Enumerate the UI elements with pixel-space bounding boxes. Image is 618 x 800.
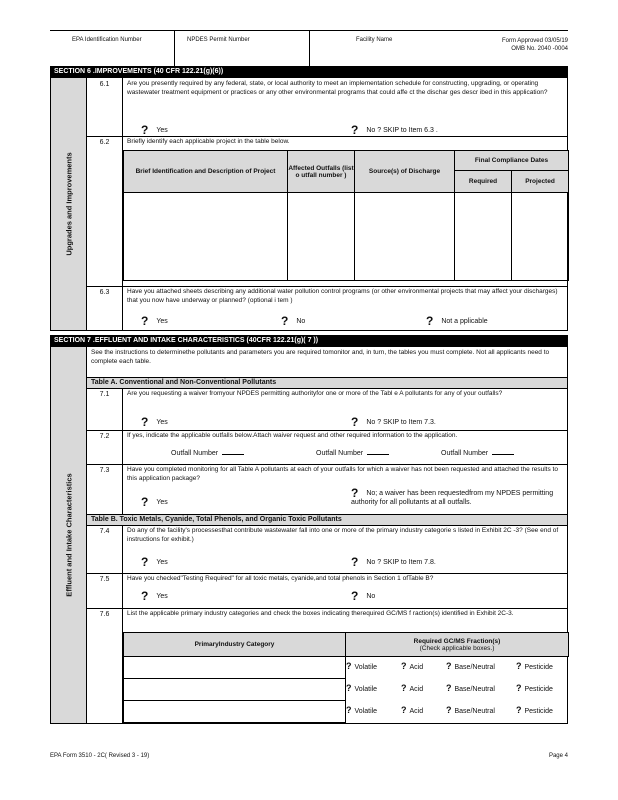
q62-text: Briefly identify each applicable project in the table below. (127, 138, 290, 145)
category-cell-1[interactable] (124, 657, 346, 679)
q76-text: List the applicable primary industry categories and check the boxes indicating therequired GC/MS f raction(s) identified in Exhibit 2C-3. (127, 610, 514, 617)
q74-yes-label: Yes (156, 559, 168, 566)
section7-title: SECTION 7 .EFFLUENT AND INTAKE CHARACTERISTICS (40CFR 122.21(g)( 7 )) (50, 335, 568, 347)
q73-yes-option[interactable]: ? Yes (141, 495, 168, 509)
checkbox-pesticide[interactable]: ? Pesticide (516, 683, 553, 693)
q61-no-label: No ? SKIP to Item 6.3 . (366, 127, 438, 134)
col-sources: Source(s) of Discharge (355, 151, 455, 193)
q75-yes-option[interactable]: ? Yes (141, 589, 168, 603)
q72-row (123, 430, 567, 443)
q71-no-label: No ? SKIP to Item 7.3. (366, 419, 436, 426)
q75-text: Have you checked"Testing Required" for all toxic metals, cyanide,and total phenols in Section 1 ofTable B? (127, 575, 434, 582)
q63-yes-label: Yes (156, 318, 168, 325)
cell-required[interactable] (455, 193, 512, 281)
q74-row (123, 525, 567, 546)
cell-outfalls[interactable] (288, 193, 355, 281)
acid-label: Acid (409, 708, 424, 715)
epa-id-field[interactable] (50, 31, 175, 66)
pesticide-label: Pesticide (524, 686, 553, 693)
q63-yes-option[interactable]: ? Yes (141, 314, 168, 328)
checkbox-volatile[interactable]: ? Volatile (346, 705, 378, 715)
pesticide-label: Pesticide (524, 708, 553, 715)
col-compliance-dates: Final Compliance Dates (455, 151, 569, 171)
col-projected: Projected (512, 171, 569, 193)
pesticide-label: Pesticide (524, 664, 553, 671)
base-neutral-label: Base/Neutral (454, 664, 495, 671)
acid-label: Acid (409, 664, 424, 671)
checkbox-pesticide[interactable]: ? Pesticide (516, 705, 553, 715)
omb-info (470, 31, 568, 66)
q61-yes-label: Yes (156, 127, 168, 134)
base-neutral-label: Base/Neutral (454, 686, 495, 693)
form-header (50, 30, 568, 65)
outfall-label-1: Outfall Number (171, 450, 219, 457)
q63-na-option[interactable]: ? Not a pplicable (426, 314, 488, 328)
tableA-title: Table A. Conventional and Non-Conventional Pollutants (87, 377, 567, 388)
q74-yes-option[interactable]: ? Yes (141, 555, 168, 569)
acid-label: Acid (409, 686, 424, 693)
q73-number: 7.3 (87, 464, 123, 514)
q76-number: 7.6 (87, 608, 123, 724)
section6-frame (50, 78, 568, 331)
q75-no-option[interactable]: ? No (351, 589, 376, 603)
q74-text: Do any of the facility's processesthat contribute wastewater fall into one or more of the primary industry categorie s listed in Exhibit 2C -3? (See end of instructions for exhibit.) (127, 527, 559, 543)
q76-row (123, 608, 567, 621)
gcms-subheader-text: (Check applicable boxes.) (419, 644, 495, 652)
q73-row (123, 464, 567, 485)
section6-side-text: Upgrades and Improvements (64, 152, 73, 256)
checkbox-acid[interactable]: ? Acid (401, 661, 424, 671)
checkbox-acid[interactable]: ? Acid (401, 683, 424, 693)
col-outfalls: Affected Outfalls (list o utfall number ) (288, 151, 355, 193)
q71-yes-label: Yes (156, 419, 168, 426)
q75-no-label: No (366, 593, 376, 600)
q71-row (123, 388, 567, 401)
outfall-number-2[interactable] (316, 450, 389, 457)
q63-no-label: No (296, 318, 306, 325)
outfall-number-3[interactable] (441, 450, 514, 457)
q63-row (123, 286, 567, 307)
q75-row (123, 573, 567, 586)
q61-number: 6.1 (87, 78, 123, 136)
gcms-header-text: Required GC/MS Fraction(s) (413, 637, 501, 645)
base-neutral-label: Base/Neutral (454, 708, 495, 715)
q75-number: 7.5 (87, 573, 123, 608)
checkbox-base-neutral[interactable]: ? Base/Neutral (446, 661, 495, 671)
form-approved-text: Form Approved 03/05/19 (501, 38, 568, 44)
footer-page-number: Page 4 (548, 753, 568, 759)
outfall-number-1[interactable] (171, 450, 244, 457)
npdes-label: NPDES Permit Number (187, 37, 250, 43)
col-gcms-fractions (346, 633, 569, 657)
q74-number: 7.4 (87, 525, 123, 573)
q74-no-label: No ? SKIP to Item 7.8. (366, 559, 436, 566)
cell-description[interactable] (124, 193, 288, 281)
q75-yes-label: Yes (156, 593, 168, 600)
q62-row (123, 136, 567, 149)
checkbox-acid[interactable]: ? Acid (401, 705, 424, 715)
q73-yes-label: Yes (156, 499, 168, 506)
section6-side-label (51, 78, 87, 330)
improvements-table (123, 150, 569, 281)
q71-number: 7.1 (87, 388, 123, 430)
col-required: Required (455, 171, 512, 193)
col-description: Brief Identification and Description of Project (124, 151, 288, 193)
omb-number: OMB No. 2040 -0004 (511, 46, 568, 52)
facility-name-field[interactable] (310, 31, 470, 66)
checkbox-base-neutral[interactable]: ? Base/Neutral (446, 705, 495, 715)
col-primary-category: PrimaryIndustry Category (124, 633, 346, 657)
category-cell-2[interactable] (124, 679, 346, 701)
q63-na-label: Not a pplicable (441, 318, 488, 325)
cell-sources[interactable] (355, 193, 455, 281)
outfall-label-3: Outfall Number (441, 450, 489, 457)
volatile-label: Volatile (354, 664, 378, 671)
npdes-field[interactable] (175, 31, 310, 66)
volatile-label: Volatile (354, 686, 378, 693)
facility-label: Facility Name (356, 37, 393, 43)
outfall-label-2: Outfall Number (316, 450, 364, 457)
q73-no-option[interactable]: ? No; a waiver has been requestedfrom my NPDES permitting authority for all pollutants at all outfalls. (351, 486, 554, 506)
section7-side-label (51, 347, 87, 723)
checkbox-volatile[interactable]: ? Volatile (346, 661, 378, 671)
q72-number: 7.2 (87, 430, 123, 464)
q73-no-label: No; a waiver has been requestedfrom my NPDES permitting authority for all pollutants at all outfalls. (351, 490, 554, 506)
q63-no-option[interactable]: ? No (281, 314, 306, 328)
checkbox-base-neutral[interactable]: ? Base/Neutral (446, 683, 495, 693)
q71-yes-option[interactable]: ? Yes (141, 415, 168, 429)
checkbox-pesticide[interactable]: ? Pesticide (516, 661, 553, 671)
q61-text: Are you presently required by any federal, state, or local authority to meet an implementation schedule for constructing, upgrading, or operating wastewater treatment equipment or practices or any other environmental programs that could affe ct the dischar ges descr ibed in this application? (127, 80, 548, 96)
q71-no-option[interactable]: ? No ? SKIP to Item 7.3. (351, 415, 436, 429)
q61-no-option[interactable]: ? No ? SKIP to Item 6.3 . (351, 123, 438, 137)
q62-number: 6.2 (87, 136, 123, 286)
q71-text: Are you requesting a waiver fromyour NPDES permitting authorityfor one or more of the Tabl e A pollutants for any of your outfalls? (127, 390, 503, 397)
q73-text: Have you completed monitoring for all Table A pollutants at each of your outfalls for which a waiver has not been requested and attached the results to this application package? (127, 466, 558, 482)
q63-number: 6.3 (87, 286, 123, 331)
epa-id-label: EPA Identification Number (72, 37, 142, 43)
q61-yes-option[interactable]: ? Yes (141, 123, 168, 137)
section7-intro-text: See the instructions to determinethe pollutants and parameters you are required tomonitor and, in turn, the tables you must complete. Not all applicants need to complete each table. (91, 349, 550, 365)
cell-projected[interactable] (512, 193, 569, 281)
tableB-title: Table B. Toxic Metals, Cyanide, Total Phenols, and Organic Toxic Pollutants (87, 514, 567, 525)
checkbox-volatile[interactable]: ? Volatile (346, 683, 378, 693)
footer-form-number: EPA Form 3510 - 2C( Revised 3 - 19) (50, 753, 150, 759)
section7-side-text: Effluent and Intake Characteristics (64, 473, 73, 597)
category-cell-3[interactable] (124, 701, 346, 723)
volatile-label: Volatile (354, 708, 378, 715)
q74-no-option[interactable]: ? No ? SKIP to Item 7.8. (351, 555, 436, 569)
q61-row (123, 78, 567, 136)
section7-intro (87, 347, 567, 368)
section6-title: SECTION 6 .IMPROVEMENTS (40 CFR 122.21(g)(6)) (50, 66, 568, 78)
q63-text: Have you attached sheets describing any additional water pollution control programs (or other environmental projects that may affect your discharges) that you now have underway or planned? (optional i tem ) (127, 288, 558, 304)
q72-text: If yes, indicate the applicable outfalls below.Attach waiver request and other required information to the application. (127, 432, 458, 439)
section7-frame (50, 347, 568, 724)
